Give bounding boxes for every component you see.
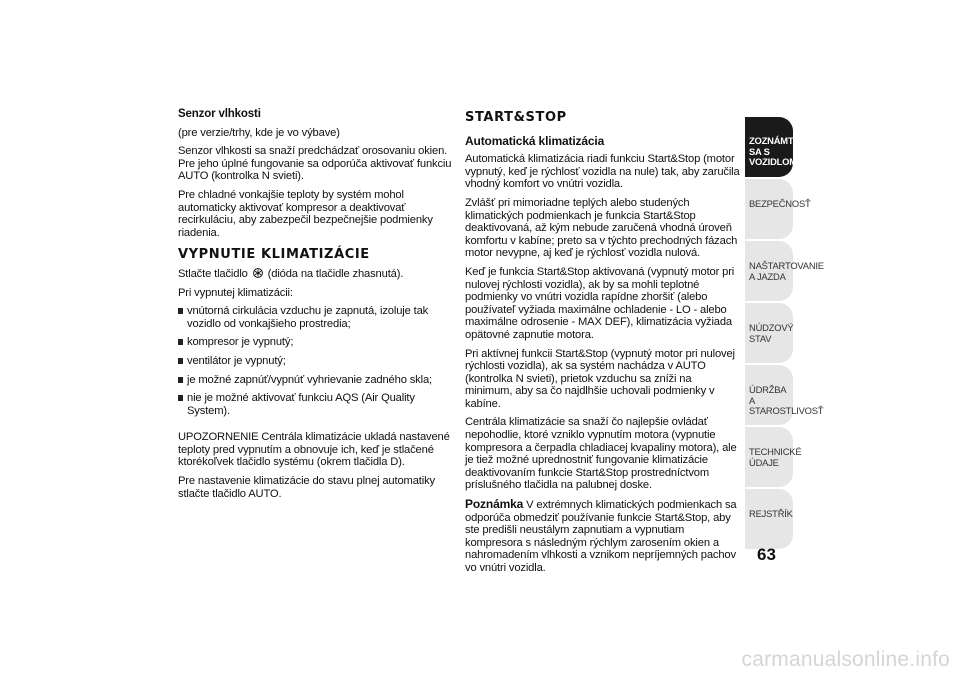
ac-off-list (178, 305, 454, 417)
note-label: Poznámka (465, 497, 524, 512)
tab-safety[interactable]: BEZPEČNOSŤ (745, 179, 793, 239)
square-bullet-icon (178, 308, 183, 314)
subheading-automatic-ac: Automatická klimatizácia (465, 133, 605, 148)
left-column (178, 108, 454, 506)
right-column (465, 108, 740, 581)
page-number: 63 (757, 545, 776, 564)
start-stop-paragraph-2: Zvlášť pri mimoriadne teplých alebo studených klimatických podmienkach je funkcia Start&Stop deaktivovaná, až kým nebude zaručená vhodná úroveň komfortu v kabíne; preto sa v týchto prechodných fázach motor nevypne, aj keď je rýchlosť vozidla nulová. (465, 196, 738, 260)
ac-off-intro: Pri vypnutej klimatizácii: (178, 286, 293, 299)
list-item: vnútorná cirkulácia vzduchu je zapnutá, izoluje tak vozidlo od vonkajšieho prostredia; (178, 305, 454, 330)
reset-paragraph: Pre nastavenie klimatizácie do stavu plnej automatiky stlačte tlačidlo AUTO. (178, 475, 435, 500)
start-stop-paragraph-3: Keď je funkcia Start&Stop aktivovaná (vypnutý motor pri nulovej rýchlosti vozidla), ak by sa mohli teplotné podmienky vo vnútri vozidla rapídne zhoršiť (alebo používateľ vyžiada maximálne ochladenie - LO - alebo maximálne odrosenie - MAX DEF), klimatizácia vyžiada opätovné zapnutie motora. (465, 265, 735, 341)
tab-starting-driving[interactable]: NAŠTARTOVANIE A JAZDA (745, 241, 793, 301)
ac-off-instruction-before: Stlačte tlačidlo (178, 267, 248, 280)
section-heading-ac-off: VYPNUTIE KLIMATIZÁCIE (178, 247, 370, 263)
sensor-title: Senzor vlhkosti (178, 108, 261, 120)
square-bullet-icon (178, 377, 183, 383)
tab-index[interactable]: REJSTŘÍK (745, 489, 793, 549)
list-item: kompresor je vypnutý; (178, 336, 454, 349)
ac-off-instruction (178, 268, 454, 281)
sensor-paragraph-2: Pre chladné vonkajšie teploty by systém mohol automaticky aktivovať kompresor a deaktivovať recirkuláciu, aby zabezpečil bezpečnejšie podmienky riadenia. (178, 188, 433, 239)
tab-emergency[interactable]: NÚDZOVÝ STAV (745, 303, 793, 363)
start-stop-paragraph-1: Automatická klimatizácia riadi funkciu Start&Stop (motor vypnutý, keď je rýchlosť vozidla na nule) tak, aby zaručila vhodný komfort vo vnútri vozidla. (465, 153, 740, 191)
warning-paragraph: UPOZORNENIE Centrála klimatizácie ukladá nastavené teploty pred vypnutím a obnovuje ich, keď je stlačené ktorékoľvek tlačidlo systému (okrem tlačidla D). (178, 431, 450, 469)
square-bullet-icon (178, 358, 183, 364)
sensor-subtitle: (pre verzie/trhy, kde je vo výbave) (178, 126, 340, 139)
square-bullet-icon (178, 339, 183, 345)
tab-maintenance[interactable]: ÚDRŽBA A STAROSTLIVOSŤ (745, 365, 793, 425)
chapter-tabs (745, 117, 824, 551)
tab-get-to-know-vehicle[interactable]: ZOZNÁMTE SA S VOZIDLOM (745, 117, 793, 177)
sensor-paragraph-1: Senzor vlhkosti sa snaží predchádzať orosovaniu okien. Pre jeho úplné fungovanie sa odporúča aktivovať funkciu AUTO (kontrolka N svieti). (178, 145, 452, 183)
list-item: nie je možné aktivovať funkciu AQS (Air Quality System). (178, 392, 454, 417)
note-text: V extrémnych klimatických podmienkach sa odporúča obmedziť používanie funkcie Start&Stop, aby ste predišli neustálym zapnutiam a vypnutiam kompresora s následným rýchlym zarosením okien a nahromadením vlhkosti a vznikom nepríjemných pachov vo vnútri vozidla. (465, 499, 737, 574)
start-stop-paragraph-5: Centrála klimatizácie sa snaží čo najlepšie ovládať nepohodlie, ktoré vzniklo vypnutím motora (vypnutie kompresora a čerpadla chladiacej kvapaliny motora), ale je tiež možné uprednostniť fungovanie klimatizácie deaktivovaním funkcie Start&Stop prostredníctvom príslušného tlačidla na palubnej doske. (465, 416, 737, 492)
section-heading-start-stop: START&STOP (465, 110, 567, 125)
note-paragraph (465, 498, 740, 575)
list-item: ventilátor je vypnutý; (178, 355, 454, 368)
ac-snowflake-icon (253, 268, 263, 278)
start-stop-paragraph-4: Pri aktívnej funkcii Start&Stop (vypnutý motor pri nulovej rýchlosti vozidla), ak sa systém nachádza v AUTO (kontrolka N svieti), prietok vzduchu sa zníži na minimum, aby sa čo najdlhšie uchovali podmienky v kabíne. (465, 347, 735, 410)
tab-technical-data[interactable]: TECHNICKÉ ÚDAJE (745, 427, 793, 487)
watermark: carmanualsonline.info (741, 648, 950, 671)
list-item: je možné zapnúť/vypnúť vyhrievanie zadného skla; (178, 374, 454, 387)
square-bullet-icon (178, 395, 183, 401)
ac-off-instruction-after: (dióda na tlačidle zhasnutá). (267, 267, 404, 280)
